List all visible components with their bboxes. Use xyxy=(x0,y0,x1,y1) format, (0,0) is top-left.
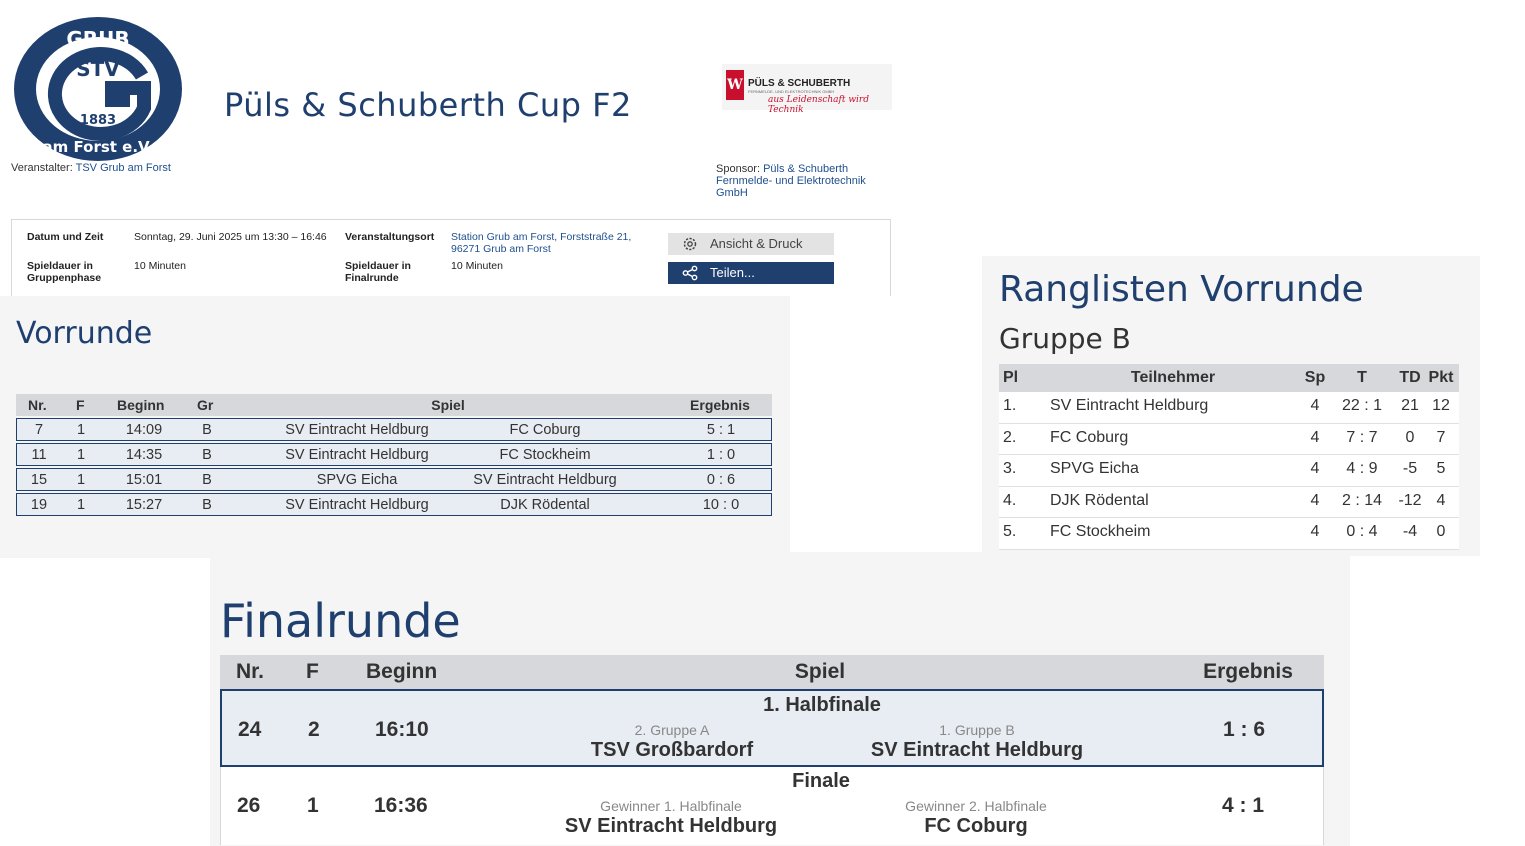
group-title: Gruppe B xyxy=(999,322,1131,355)
games-played: 4 xyxy=(1310,397,1320,414)
col-gr: Gr xyxy=(197,397,214,413)
standings-row xyxy=(999,392,1459,424)
col-pkt: Pkt xyxy=(1428,369,1454,386)
goal-difference: -12 xyxy=(1398,491,1422,509)
match-group: B xyxy=(202,422,212,438)
sponsor-logo-sub: FERNMELDE- UND ELEKTROTECHNIK GMBH xyxy=(748,89,835,94)
group-duration-label: Spieldauer in Gruppenphase xyxy=(27,260,102,284)
home-team: SV Eintracht Heldburg xyxy=(285,497,429,513)
home-seed: 2. Gruppe A xyxy=(634,722,710,738)
club-logo xyxy=(12,16,186,162)
date-value: Sonntag, 29. Juni 2025 um 13:30 – 16:46 xyxy=(134,231,327,243)
match-result: 10 : 0 xyxy=(702,497,740,513)
svg-text:am Forst e.V.: am Forst e.V. xyxy=(42,138,154,156)
match-nr: 24 xyxy=(238,718,262,741)
goals: 22 : 1 xyxy=(1341,397,1383,414)
sponsor-logo-name: PÜLS & SCHUBERTH xyxy=(748,78,851,89)
match-result: 0 : 6 xyxy=(706,472,736,488)
points: 7 xyxy=(1436,428,1446,446)
team-name[interactable]: SV Eintracht Heldburg xyxy=(1050,397,1209,414)
match-row[interactable] xyxy=(16,443,772,466)
svg-text:GRUB: GRUB xyxy=(66,27,130,51)
organizer xyxy=(11,162,171,174)
col-ergebnis: Ergebnis xyxy=(1203,660,1293,683)
standings-table-header xyxy=(999,364,1459,392)
match-field: 1 xyxy=(307,794,319,817)
final-duration-value: 10 Minuten xyxy=(451,260,503,272)
match-nr: 26 xyxy=(237,794,261,817)
match-group: B xyxy=(202,447,212,463)
games-played: 4 xyxy=(1310,428,1320,446)
location-label: Veranstaltungsort xyxy=(345,231,435,243)
standings-row xyxy=(999,487,1459,519)
points: 4 xyxy=(1436,491,1446,509)
match-field: 1 xyxy=(76,472,86,488)
match-row[interactable] xyxy=(16,418,772,441)
away-team: FC Stockheim xyxy=(499,447,591,463)
finalrunde-title: Finalrunde xyxy=(220,594,461,648)
match-result: 1 : 6 xyxy=(1222,718,1266,741)
event-info-box xyxy=(11,219,891,296)
standings-row xyxy=(999,518,1459,550)
match-field: 2 xyxy=(308,718,320,741)
goals: 4 : 9 xyxy=(1346,460,1378,477)
match-time: 15:01 xyxy=(125,472,163,488)
final-match-row[interactable] xyxy=(220,689,1324,767)
match-nr: 7 xyxy=(34,422,44,438)
home-team: SV Eintracht Heldburg xyxy=(285,447,429,463)
match-field: 1 xyxy=(76,422,86,438)
match-time: 14:09 xyxy=(125,422,163,438)
home-seed: Gewinner 1. Halbfinale xyxy=(600,798,742,814)
away-team: SV Eintracht Heldburg xyxy=(473,472,617,488)
event-title: Püls & Schuberth Cup F2 xyxy=(224,86,632,124)
points: 5 xyxy=(1436,460,1446,477)
away-team: FC Coburg xyxy=(924,815,1028,837)
vorrunde-table xyxy=(16,394,772,516)
away-team: DJK Rödental xyxy=(500,497,590,513)
team-name[interactable]: DJK Rödental xyxy=(1050,491,1149,509)
round-name: 1. Halbfinale xyxy=(763,694,881,716)
finalrunde-table xyxy=(220,655,1324,845)
vorrunde-title: Vorrunde xyxy=(16,316,153,351)
standings-table xyxy=(999,364,1459,550)
share-icon xyxy=(682,265,698,281)
finalrunde-table-header xyxy=(220,655,1324,689)
goals: 7 : 7 xyxy=(1346,428,1378,446)
standings-row xyxy=(999,424,1459,456)
rank: 3. xyxy=(1003,460,1017,477)
view-print-label: Ansicht & Druck xyxy=(710,236,803,251)
team-name[interactable]: FC Stockheim xyxy=(1050,523,1151,540)
date-label: Datum und Zeit xyxy=(27,231,104,243)
match-time: 16:36 xyxy=(374,794,428,817)
col-beginn: Beginn xyxy=(117,397,165,413)
games-played: 4 xyxy=(1310,491,1320,509)
rank: 4. xyxy=(1003,491,1017,509)
home-team: SV Eintracht Heldburg xyxy=(285,422,429,438)
gear-icon xyxy=(682,236,698,252)
ranglisten-section xyxy=(982,256,1480,556)
sponsor-info xyxy=(716,163,891,199)
away-seed: 1. Gruppe B xyxy=(939,722,1015,738)
col-teilnehmer: Teilnehmer xyxy=(1130,369,1216,386)
col-pl: Pl xyxy=(1003,369,1019,386)
standings-row xyxy=(999,455,1459,487)
col-sp: Sp xyxy=(1304,369,1326,386)
col-nr: Nr. xyxy=(236,660,265,683)
goal-difference: -4 xyxy=(1402,523,1418,540)
goal-difference: 21 xyxy=(1401,397,1419,414)
away-team: FC Coburg xyxy=(509,422,581,438)
organizer-label: Veranstalter: xyxy=(11,162,73,174)
col-f: F xyxy=(306,660,319,683)
share-label: Teilen... xyxy=(710,265,755,280)
ranglisten-title: Ranglisten Vorrunde xyxy=(999,269,1364,310)
goals: 2 : 14 xyxy=(1341,491,1383,509)
col-nr: Nr. xyxy=(28,397,47,413)
view-print-button[interactable] xyxy=(668,233,834,255)
match-time: 16:10 xyxy=(375,718,429,741)
match-nr: 15 xyxy=(30,472,48,488)
final-duration-label: Spieldauer in Finalrunde xyxy=(345,260,411,284)
share-button[interactable] xyxy=(668,262,834,284)
finalrunde-section xyxy=(210,552,1350,846)
svg-text:STV: STV xyxy=(76,57,120,81)
col-td: TD xyxy=(1399,369,1421,386)
match-row[interactable] xyxy=(16,493,772,516)
event-header xyxy=(0,0,908,296)
col-t: T xyxy=(1357,369,1367,386)
col-spiel: Spiel xyxy=(431,397,465,413)
col-f: F xyxy=(76,397,85,413)
col-ergebnis: Ergebnis xyxy=(690,397,750,413)
match-group: B xyxy=(202,497,212,513)
goal-difference: 0 xyxy=(1405,428,1415,446)
team-name[interactable]: SPVG Eicha xyxy=(1050,460,1139,477)
match-group: B xyxy=(202,472,212,488)
games-played: 4 xyxy=(1310,523,1320,540)
vorrunde-table-header xyxy=(16,394,772,416)
organizer-link[interactable]: TSV Grub am Forst xyxy=(75,162,171,174)
sponsor-logo-slogan: aus Leidenschaft wird Technik xyxy=(768,95,869,115)
vorrunde-section xyxy=(0,296,790,558)
final-match-row[interactable] xyxy=(220,767,1324,845)
col-beginn: Beginn xyxy=(366,660,438,683)
svg-text:1883: 1883 xyxy=(79,113,117,128)
away-seed: Gewinner 2. Halbfinale xyxy=(905,798,1047,814)
location-link[interactable]: Station Grub am Forst, Forststraße 21, 96271 Grub am Forst xyxy=(451,231,632,255)
match-time: 15:27 xyxy=(125,497,163,513)
col-spiel: Spiel xyxy=(794,660,846,683)
match-result: 4 : 1 xyxy=(1221,794,1265,817)
group-duration-value: 10 Minuten xyxy=(134,260,186,272)
match-field: 1 xyxy=(76,447,86,463)
match-nr: 11 xyxy=(31,447,47,463)
match-result: 1 : 0 xyxy=(706,447,736,463)
goal-difference: -5 xyxy=(1402,460,1418,477)
match-result: 5 : 1 xyxy=(706,422,736,438)
match-row[interactable] xyxy=(16,468,772,491)
away-team: SV Eintracht Heldburg xyxy=(870,739,1084,761)
match-time: 14:35 xyxy=(125,447,163,463)
sponsor-logo[interactable] xyxy=(722,64,892,115)
match-nr: 19 xyxy=(30,497,48,513)
points: 12 xyxy=(1432,397,1450,414)
round-name: Finale xyxy=(792,770,850,792)
rank: 1. xyxy=(1003,397,1017,414)
home-team: SPVG Eicha xyxy=(316,472,398,488)
home-team: TSV Großbardorf xyxy=(590,739,754,761)
match-field: 1 xyxy=(76,497,86,513)
sponsor-label: Sponsor: xyxy=(716,163,761,175)
goals: 0 : 4 xyxy=(1346,523,1378,540)
sponsor-link[interactable]: Püls & Schuberth Fernmelde- und Elektrotechnik GmbH xyxy=(716,163,866,199)
team-name[interactable]: FC Coburg xyxy=(1050,428,1129,446)
games-played: 4 xyxy=(1310,460,1320,477)
rank: 5. xyxy=(1003,523,1017,540)
sponsor-logo-mark: W xyxy=(726,70,744,100)
home-team: SV Eintracht Heldburg xyxy=(564,815,778,837)
points: 0 xyxy=(1436,523,1446,540)
rank: 2. xyxy=(1003,428,1017,446)
